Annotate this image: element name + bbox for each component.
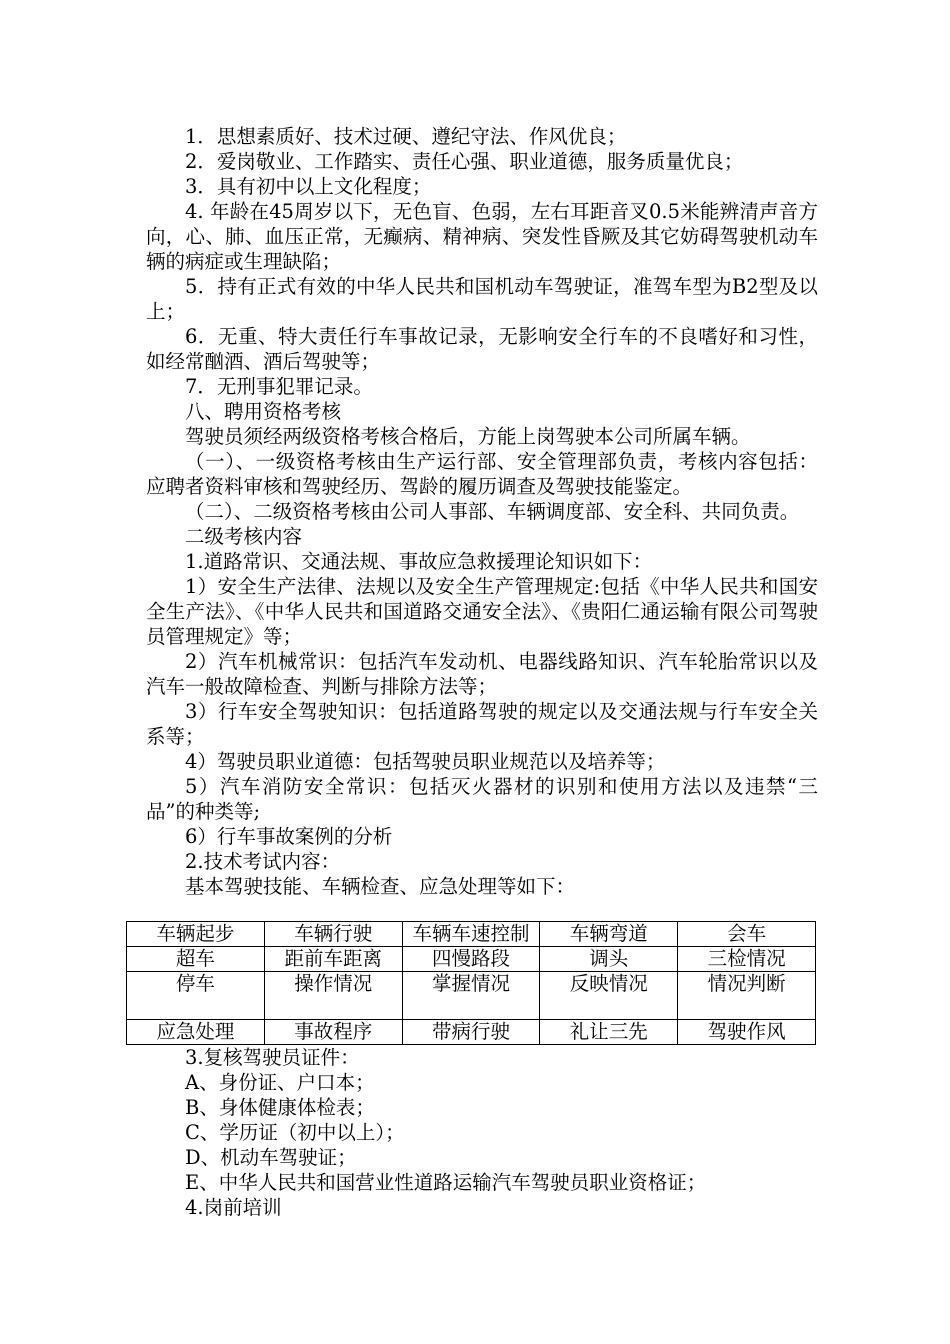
requirement-5: 5．持有正式有效的中华人民共和国机动车驾驶证，准驾车型为B2型及以上； <box>146 275 818 323</box>
certificate-item-a: A、身份证、户口本； <box>185 1071 375 1094</box>
theory-item-1: 1）安全生产法律、法规以及安全生产管理规定:包括《中华人民共和国安全生产法》、《中华人民共和国道路交通安全法》、《贵阳仁通运输有限公司驾驶员管理规定》等； <box>146 575 818 648</box>
certificate-heading: 3.复核驾驶员证件： <box>185 1046 360 1069</box>
table-cell: 距前车距离 <box>264 947 402 972</box>
certificate-item-c: C、学历证（初中以上）； <box>185 1121 405 1144</box>
table-row <box>127 972 816 1020</box>
assessment-level-1: （一）、一级资格考核由生产运行部、安全管理部负责，考核内容包括：应聘者资料审核和驾驶经历、驾龄的履历调查及驾驶技能鉴定。 <box>146 450 818 498</box>
certificate-item-e: E、中华人民共和国营业性道路运输汽车驾驶员职业资格证； <box>185 1171 707 1194</box>
table-cell: 车辆起步 <box>127 922 265 947</box>
document-body-bottom <box>146 1045 818 1220</box>
document-body-top <box>146 124 818 899</box>
table-cell: 礼让三先 <box>540 1020 678 1045</box>
theory-item-2: 2）汽车机械常识：包括汽车发动机、电器线路知识、汽车轮胎常识以及汽车一般故障检查、判断与排除方法等； <box>146 650 818 698</box>
requirement-1: 1．思想素质好、技术过硬、遵纪守法、作风优良； <box>185 125 627 148</box>
table-cell: 车辆车速控制 <box>402 922 540 947</box>
table-cell: 掌握情况 <box>402 972 540 1020</box>
technical-exam-intro: 基本驾驶技能、车辆检查、应急处理等如下： <box>185 875 576 898</box>
table-cell: 应急处理 <box>127 1020 265 1045</box>
level-2-heading: 二级考核内容 <box>185 525 303 548</box>
driving-skills-table <box>126 921 816 1045</box>
section-heading-8: 八、聘用资格考核 <box>185 400 342 423</box>
table-cell: 反映情况 <box>540 972 678 1020</box>
table-cell: 三检情况 <box>678 947 816 972</box>
certificate-item-b: B、身体健康体检表； <box>185 1096 375 1119</box>
assessment-level-2: （二）、二级资格考核由公司人事部、车辆调度部、安全科、共同负责。 <box>185 500 800 523</box>
table-cell: 情况判断 <box>678 972 816 1020</box>
table-row <box>127 947 816 972</box>
requirement-7: 7．无刑事犯罪记录。 <box>185 375 373 398</box>
table-cell: 调头 <box>540 947 678 972</box>
table-cell: 车辆行驶 <box>264 922 402 947</box>
table-cell: 四慢路段 <box>402 947 540 972</box>
assessment-intro: 驾驶员须经两级资格考核合格后，方能上岗驾驶本公司所属车辆。 <box>185 425 751 448</box>
theory-item-4: 4）驾驶员职业道德：包括驾驶员职业规范以及培养等； <box>185 750 666 773</box>
table-cell: 超车 <box>127 947 265 972</box>
requirement-6: 6．无重、特大责任行车事故记录，无影响安全行车的不良嗜好和习性，如经常酗酒、酒后驾驶等； <box>146 325 818 373</box>
table-cell: 带病行驶 <box>402 1020 540 1045</box>
theory-heading: 1.道路常识、交通法规、事故应急救援理论知识如下： <box>185 550 653 573</box>
theory-item-6: 6）行车事故案例的分析 <box>185 825 393 848</box>
table-row <box>127 1020 816 1045</box>
table-cell: 驾驶作风 <box>678 1020 816 1045</box>
certificate-item-d: D、机动车驾驶证； <box>185 1146 357 1169</box>
requirement-3: 3．具有初中以上文化程度； <box>185 175 432 198</box>
requirement-2: 2．爱岗敬业、工作踏实、责任心强、职业道德，服务质量优良； <box>185 150 744 173</box>
table-cell: 车辆弯道 <box>540 922 678 947</box>
requirement-4: 4. 年龄在45周岁以下，无色盲、色弱，左右耳距音叉0.5米能辨清声音方向，心、肺、血压正常，无癫病、精神病、突发性昏厥及其它妨碍驾驶机动车辆的病症或生理缺陷； <box>146 200 818 273</box>
table-cell: 操作情况 <box>264 972 402 1020</box>
training-heading: 4.岗前培训 <box>185 1196 282 1219</box>
technical-exam-heading: 2.技术考试内容： <box>185 850 341 873</box>
theory-item-5: 5）汽车消防安全常识：包括灭火器材的识别和使用方法以及违禁“三品”的种类等; <box>146 775 818 823</box>
theory-item-3: 3）行车安全驾驶知识：包括道路驾驶的规定以及交通法规与行车安全关系等； <box>146 700 818 748</box>
table-cell: 停车 <box>127 972 265 1020</box>
table-cell: 事故程序 <box>264 1020 402 1045</box>
table-cell: 会车 <box>678 922 816 947</box>
table-row <box>127 922 816 947</box>
